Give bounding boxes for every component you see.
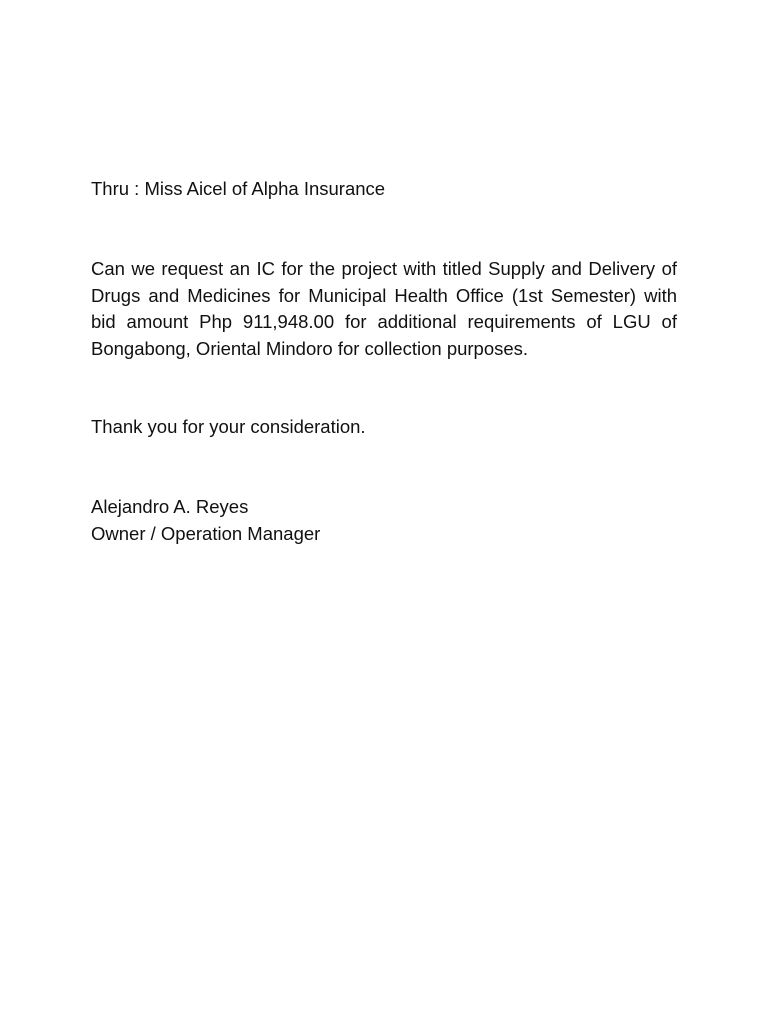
closing-line: Thank you for your consideration. bbox=[91, 416, 366, 437]
signatory-title: Owner / Operation Manager bbox=[91, 522, 321, 544]
thru-line: Thru : Miss Aicel of Alpha Insurance bbox=[91, 178, 386, 199]
signature-block bbox=[91, 494, 677, 547]
signatory-name: Alejandro A. Reyes bbox=[91, 496, 249, 517]
letter-body: Can we request an IC for the project with titled Supply and Delivery of Drugs and Medicines for Municipal Health Office (1st Semester) with bid amount Php 911,948.00 for additional requirements of LGU of Bongabong, Oriental Mindoro for collection purposes. bbox=[91, 258, 677, 359]
